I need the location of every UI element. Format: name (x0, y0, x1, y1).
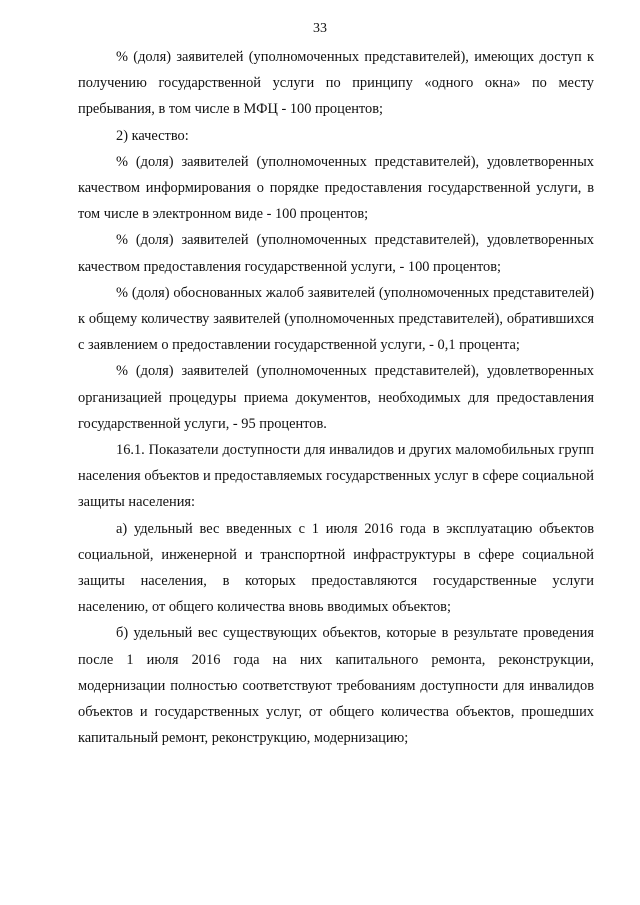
paragraph-quality-service: % (доля) заявителей (уполномоченных представителей), удовлетворенных качеством предоставления государственной услуги, - 100 процентов; (78, 232, 594, 275)
paragraph-quality-heading: 2) качество: (116, 127, 189, 144)
document-body (78, 44, 594, 751)
paragraph-item-a: а) удельный вес введенных с 1 июля 2016 года в эксплуатацию объектов социальной, инженерной и транспортной инфраструктуры в сфере социальной защиты населения, в которых предоставляются государственные услуги населению, от общего количества вновь вводимых объектов; (78, 520, 594, 616)
paragraph-quality-informing: % (доля) заявителей (уполномоченных представителей), удовлетворенных качеством информирования о порядке предоставления государственной услуги, в том числе в электронном виде - 100 процентов; (78, 153, 594, 223)
paragraph-complaints: % (доля) обоснованных жалоб заявителей (уполномоченных представителей) к общему количеству заявителей (уполномоченных представителей), обратившихся с заявлением о предоставлении государственной услуги, - 0,1 процента; (78, 284, 594, 354)
paragraph-access-one-window: % (доля) заявителей (уполномоченных представителей), имеющих доступ к получению государственной услуги по принципу «одного окна» по месту пребывания, в том числе в МФЦ - 100 процентов; (78, 49, 594, 118)
page-number: 33 (313, 21, 327, 36)
paragraph-item-b: б) удельный вес существующих объектов, которые в результате проведения после 1 июля 2016 года на них капитального ремонта, реконструкции, модернизации полностью соответствуют требованиям доступности для инвалидов объектов и государственных услуг, от общего количества объектов, прошедших капитальный ремонт, реконструкцию, модернизацию; (78, 625, 594, 747)
paragraph-document-intake: % (доля) заявителей (уполномоченных представителей), удовлетворенных организацией процедуры приема документов, необходимых для предоставления государственной услуги, - 95 процентов. (78, 363, 594, 432)
paragraph-section-16-1: 16.1. Показатели доступности для инвалидов и других маломобильных групп населения объектов и предоставляемых государственных услуг в сфере социальной защиты населения: (78, 442, 594, 511)
